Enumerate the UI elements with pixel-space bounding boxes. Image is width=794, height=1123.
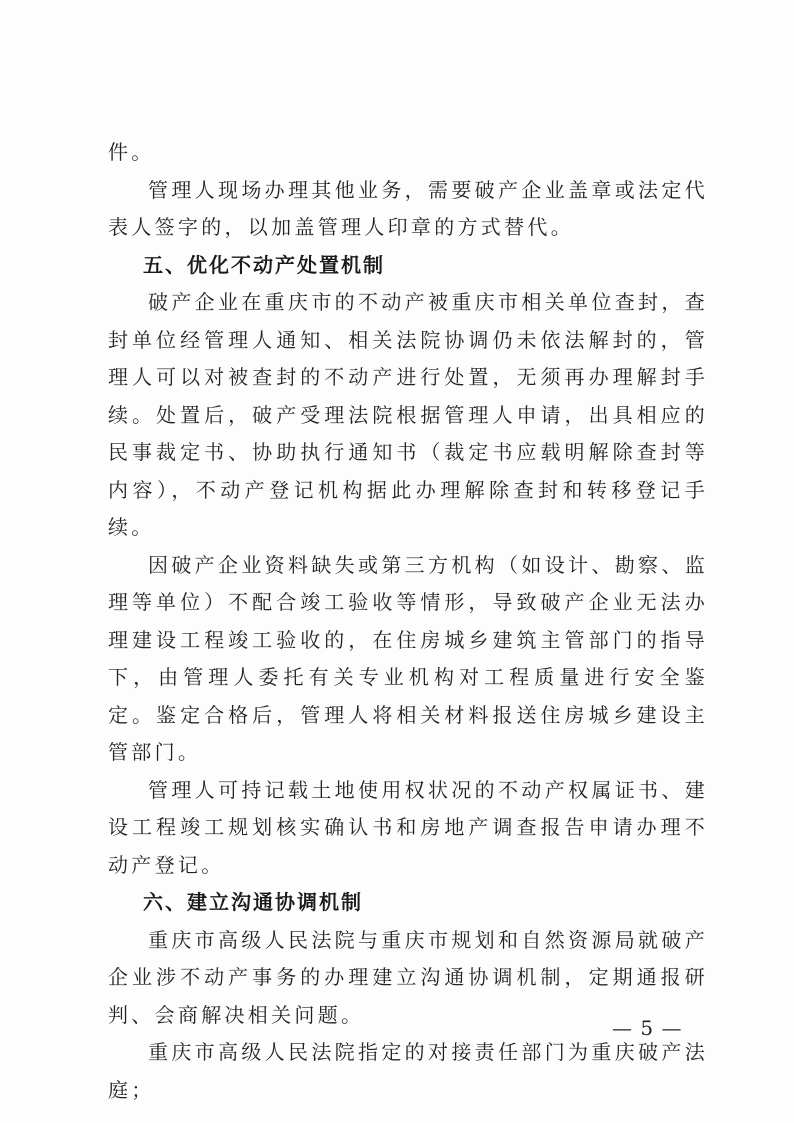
paragraph-responsible-department: 重庆市高级人民法院指定的对接责任部门为重庆破产法庭；	[108, 1040, 708, 1102]
paragraph-completion-acceptance: 因破产企业资料缺失或第三方机构（如设计、勘察、监理等单位）不配合竣工验收等情形，导致破产企业无法办理建设工程竣工验收的，在住房城乡建筑主管部门的指导下，由管理人委托有关专业机构对工程质量进行安全鉴定。鉴定合格后，管理人将相关材料报送住房城乡建设主管部门。	[108, 552, 708, 764]
paragraph-seal-substitution: 管理人现场办理其他业务，需要破产企业盖章或法定代表人签字的，以加盖管理人印章的方式替代。	[108, 177, 708, 239]
document-body	[108, 134, 708, 1109]
paragraph-continuation: 件。	[108, 140, 155, 164]
section-heading-six: 六、建立沟通协调机制	[143, 890, 363, 914]
page-number: — 5 —	[612, 1016, 683, 1040]
paragraph-coordination-mechanism: 重庆市高级人民法院与重庆市规划和自然资源局就破产企业涉不动产事务的办理建立沟通协调机制，定期通报研判、会商解决相关问题。	[108, 927, 708, 1027]
paragraph-registration: 管理人可持记载土地使用权状况的不动产权属证书、建设工程竣工规划核实确认书和房地产调查报告申请办理不动产登记。	[108, 777, 708, 877]
paragraph-property-disposal: 破产企业在重庆市的不动产被重庆市相关单位查封，查封单位经管理人通知、相关法院协调仍未依法解封的，管理人可以对被查封的不动产进行处置，无须再办理解封手续。处置后，破产受理法院根据管理人申请，出具相应的民事裁定书、协助执行通知书（裁定书应载明解除查封等内容），不动产登记机构据此办理解除查封和转移登记手续。	[108, 290, 708, 539]
section-heading-five: 五、优化不动产处置机制	[143, 252, 385, 277]
